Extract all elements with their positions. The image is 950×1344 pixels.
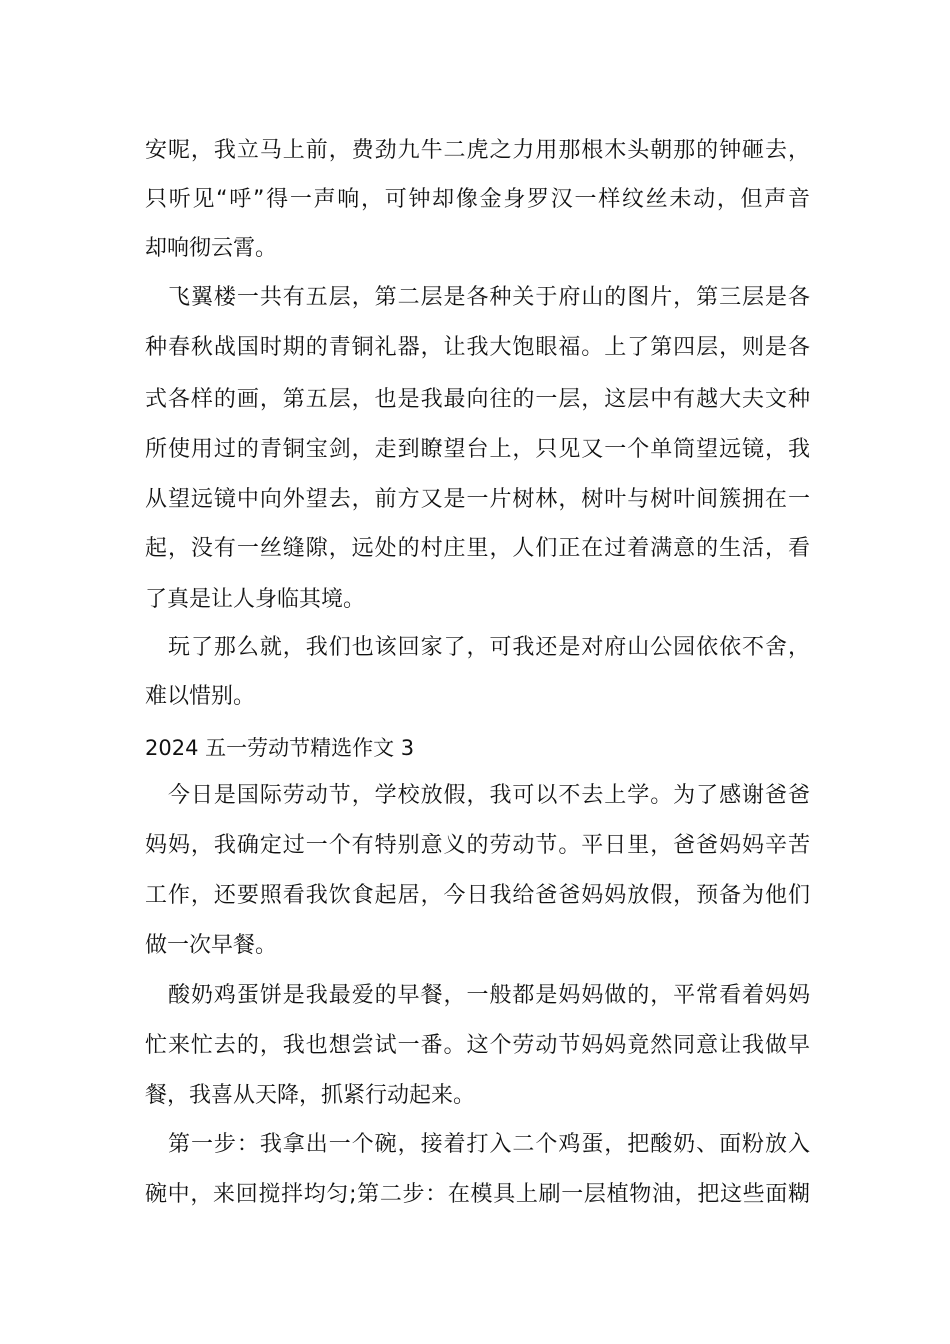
text-line: 只听见“呼”得一声响，可钟却像金身罗汉一样纹丝未动，但声音	[145, 187, 810, 212]
text-line: 妈妈，我确定过一个有特别意义的劳动节。平日里，爸爸妈妈辛苦	[145, 833, 810, 858]
text-line: 今日是国际劳动节，学校放假，我可以不去上学。为了感谢爸爸	[168, 783, 810, 808]
text-line: 起，没有一丝缝隙，远处的村庄里，人们正在过着满意的生活，看	[145, 536, 810, 561]
text-line: 安呢，我立马上前，费劲九牛二虎之力用那根木头朝那的钟砸去，	[145, 138, 810, 163]
text-line: 餐，我喜从天降，抓紧行动起来。	[145, 1083, 476, 1108]
text-line: 难以惜别。	[145, 684, 256, 709]
text-line: 碗中，来回搅拌均匀;第二步：在模具上刷一层植物油，把这些面糊	[145, 1182, 810, 1207]
text-line: 工作，还要照看我饮食起居，今日我给爸爸妈妈放假，预备为他们	[145, 883, 810, 908]
text-line: 飞翼楼一共有五层，第二层是各种关于府山的图片，第三层是各	[168, 285, 810, 310]
text-line: 式各样的画，第五层，也是我最向往的一层，这层中有越大夫文种	[145, 387, 810, 412]
text-line: 做一次早餐。	[145, 933, 278, 958]
text-line: 酸奶鸡蛋饼是我最爱的早餐，一般都是妈妈做的，平常看着妈妈	[168, 983, 810, 1008]
text-line: 第一步：我拿出一个碗，接着打入二个鸡蛋，把酸奶、面粉放入	[168, 1132, 810, 1157]
text-line: 玩了那么就，我们也该回家了，可我还是对府山公园依依不舍，	[168, 635, 810, 660]
text-line: 了真是让人身临其境。	[145, 587, 366, 612]
text-line: 所使用过的青铜宝剑，走到瞭望台上，只见又一个单筒望远镜，我	[145, 437, 810, 462]
section-heading: 2024 五一劳动节精选作文 3	[145, 736, 415, 760]
text-line: 却响彻云霄。	[145, 236, 278, 261]
text-line: 从望远镜中向外望去，前方又是一片树林，树叶与树叶间簇拥在一	[145, 487, 810, 512]
text-line: 种春秋战国时期的青铜礼器，让我大饱眼福。上了第四层，则是各	[145, 335, 810, 360]
text-line: 忙来忙去的，我也想尝试一番。这个劳动节妈妈竟然同意让我做早	[145, 1033, 810, 1058]
